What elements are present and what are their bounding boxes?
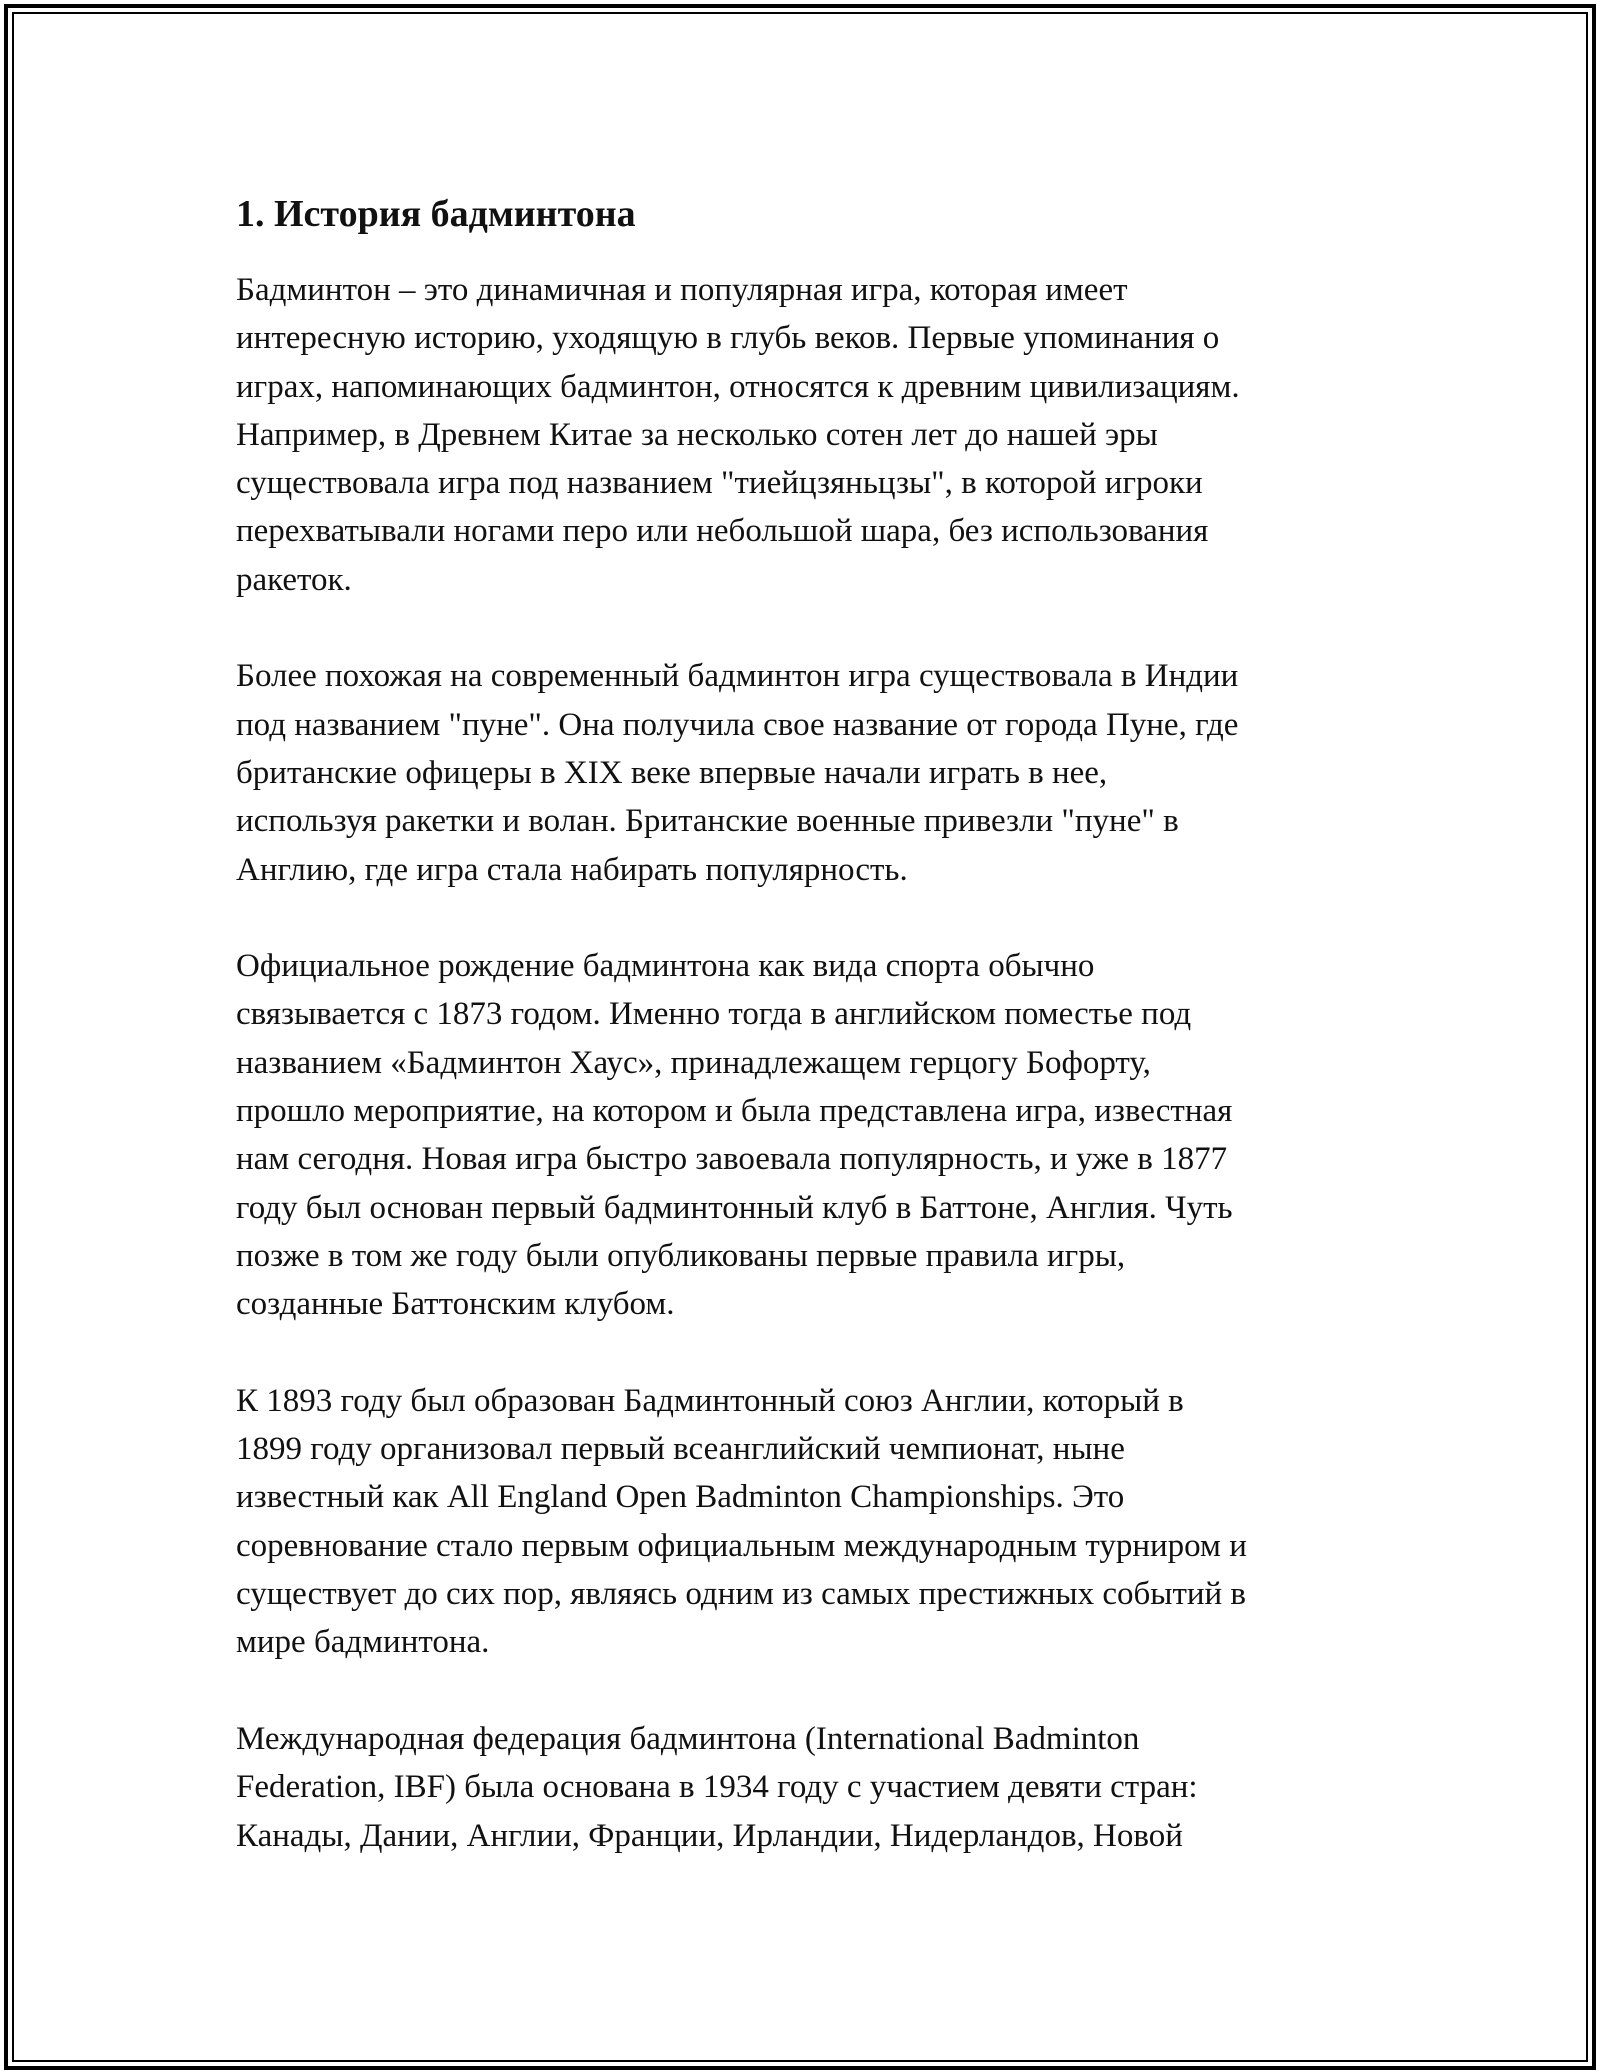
paragraph-line: Federation, IBF) была основана в 1934 году с участием девяти стран: — [236, 1769, 1198, 1806]
paragraph-line: Международная федерация бадминтона (International Badminton — [236, 1720, 1140, 1757]
paragraph-line: связывается с 1873 годом. Именно тогда в английском поместье под — [236, 996, 1192, 1033]
paragraph-line: Более похожая на современный бадминтон игра существовала в Индии — [236, 658, 1239, 695]
paragraph-line: известный как All England Open Badminton Championships. Это — [236, 1479, 1125, 1516]
paragraph-line: существует до сих пор, являясь одним из самых престижных событий в — [236, 1576, 1247, 1613]
paragraph-line: Англию, где игра стала набирать популярность. — [236, 851, 908, 888]
section-heading: 1. История бадминтона — [236, 193, 636, 235]
paragraph-3 — [236, 942, 1376, 1328]
paragraph-line: Официальное рождение бадминтона как вида спорта обычно — [236, 948, 1095, 985]
paragraph-line: позже в том же году были опубликованы первые правила игры, — [236, 1237, 1126, 1274]
paragraph-line: используя ракетки и волан. Британские военные привезли "пуне" в — [236, 803, 1179, 840]
paragraph-line: существовала игра под названием "тиейцзяньцзы", в которой игроки — [236, 465, 1203, 502]
document-body — [236, 188, 1376, 1908]
paragraph-line: году был основан первый бадминтонный клуб в Баттоне, Англия. Чуть — [236, 1189, 1233, 1226]
paragraph-line: прошло мероприятие, на котором и была представлена игра, известная — [236, 1093, 1233, 1130]
paragraph-5 — [236, 1715, 1376, 1860]
paragraph-line: британские офицеры в XIX веке впервые начали играть в нее, — [236, 754, 1108, 791]
paragraph-line: интересную историю, уходящую в глубь веков. Первые упоминания о — [236, 320, 1220, 357]
paragraph-line: мире бадминтона. — [236, 1624, 490, 1661]
paragraph-2 — [236, 652, 1376, 893]
paragraph-line: созданные Баттонским клубом. — [236, 1286, 675, 1323]
paragraph-line: К 1893 году был образован Бадминтонный союз Англии, который в — [236, 1382, 1184, 1419]
paragraph-line: играх, напоминающих бадминтон, относятся к древним цивилизациям. — [236, 368, 1240, 405]
paragraph-line: соревнование стало первым официальным международным турниром и — [236, 1527, 1247, 1564]
paragraph-4 — [236, 1377, 1376, 1667]
paragraph-line: перехватывали ногами перо или небольшой шара, без использования — [236, 513, 1209, 550]
paragraph-line: Например, в Древнем Китае за несколько сотен лет до нашей эры — [236, 416, 1158, 453]
paragraph-line: нам сегодня. Новая игра быстро завоевала популярность, и уже в 1877 — [236, 1141, 1228, 1178]
paragraph-line: названием «Бадминтон Хаус», принадлежащем герцогу Бофорту, — [236, 1044, 1151, 1081]
paragraph-line: ракеток. — [236, 561, 352, 598]
paragraph-1 — [236, 266, 1376, 604]
paragraph-line: Бадминтон – это динамичная и популярная игра, которая имеет — [236, 272, 1128, 308]
paragraph-line: 1899 году организовал первый всеанглийский чемпионат, ныне — [236, 1431, 1125, 1468]
paragraph-line: Канады, Дании, Англии, Франции, Ирландии, Нидерландов, Новой — [236, 1817, 1183, 1854]
paragraph-line: под названием "пуне". Она получила свое название от города Пуне, где — [236, 706, 1239, 743]
